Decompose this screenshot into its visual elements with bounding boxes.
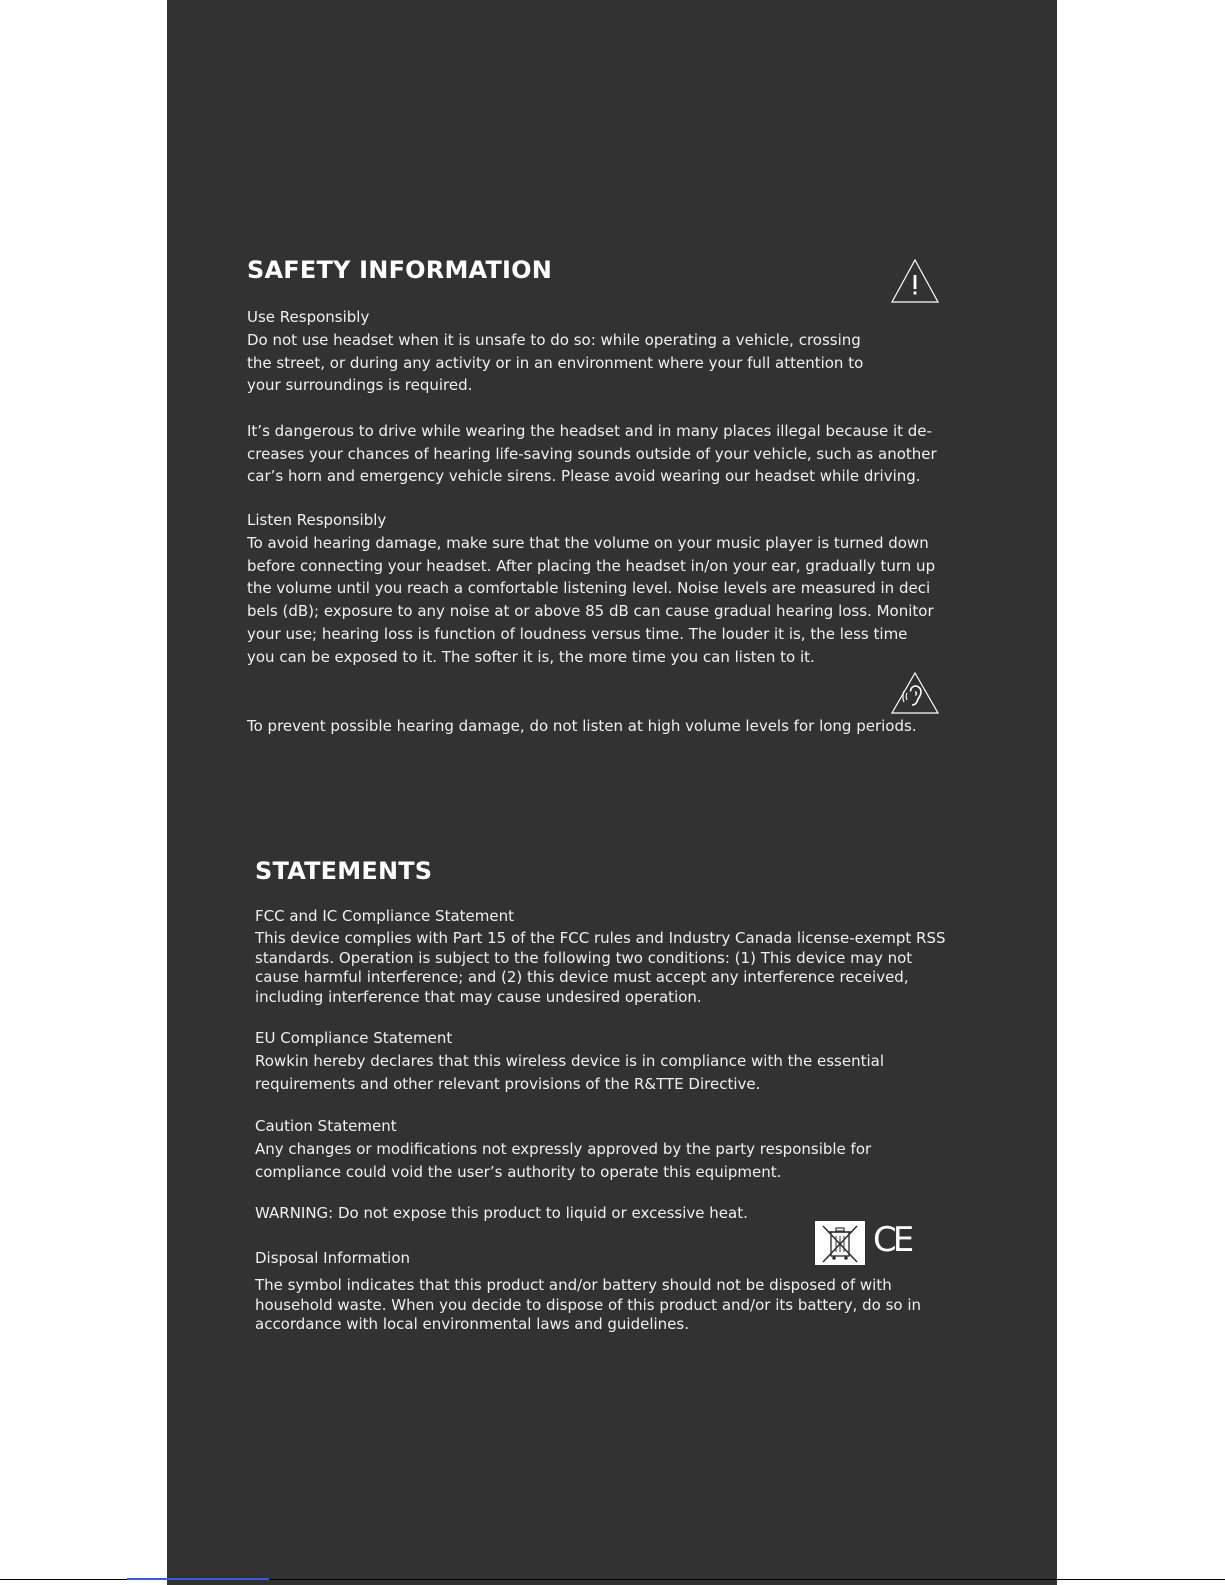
eu-heading: EU Compliance Statement (255, 1029, 453, 1047)
eu-body: Rowkin hereby declares that this wireless device is in compliance with the essential requirements and other relevant provisions of the R&TTE Directive. (255, 1052, 885, 1093)
prevent-hearing-damage-text: To prevent possible hearing damage, do not listen at high volume levels for long periods. (247, 717, 917, 735)
use-responsibly-body: Do not use headset when it is unsafe to do so: while operating a vehicle, crossing the street, or during any activity or in an environment where your full attention to your surroundings is required. (247, 331, 864, 395)
fcc-heading: FCC and IC Compliance Statement (255, 907, 514, 925)
listen-responsibly-heading: Listen Responsibly (247, 511, 387, 529)
driving-warning-body: It’s dangerous to drive while wearing the headset and in many places illegal because it de- creases your chances of hearing life-saving sounds outside of your vehicle, such as another car’s horn and emergency vehicle sirens. Please avoid wearing our headset while driving. (247, 422, 937, 486)
manual-page (167, 0, 1057, 1585)
warning-triangle-icon (890, 258, 940, 304)
warning-text: WARNING: Do not expose this product to liquid or excessive heat. (255, 1204, 748, 1222)
fcc-body: This device complies with Part 15 of the FCC rules and Industry Canada license-exempt RSS standards. Operation is subject to the following two conditions: (1) This device may not cause harmful interference; and (2) this device must accept any interference received, including interference that may cause undesired operation. (255, 929, 946, 1006)
caution-heading: Caution Statement (255, 1117, 397, 1135)
safety-title: SAFETY INFORMATION (247, 256, 553, 284)
page-link-underline (127, 1578, 269, 1580)
disposal-heading: Disposal Information (255, 1249, 411, 1267)
caution-body: Any changes or modifications not expressly approved by the party responsible for compliance could void the user’s authority to operate this equipment. (255, 1140, 872, 1181)
disposal-body: The symbol indicates that this product and/or battery should not be disposed of with household waste. When you decide to dispose of this product and/or its battery, do so in accordance with local environmental laws and guidelines. (255, 1276, 922, 1333)
ce-mark: CE (873, 1220, 911, 1260)
listen-responsibly-body: To avoid hearing damage, make sure that the volume on your music player is turned down before connecting your headset. After placing the headset in/on your ear, gradually turn up the volume until you reach a comfortable listening level. Noise levels are measured in deci bels (dB); exposure to any noise at or above 85 dB can cause gradual hearing loss. Monitor your use; hearing loss is function of loudness versus time. The louder it is, the less time you can be exposed to it. The softer it is, the more time you can listen to it. (247, 534, 936, 666)
statements-title: STATEMENTS (255, 857, 433, 885)
use-responsibly-heading: Use Responsibly (247, 308, 370, 326)
hearing-warning-icon (890, 671, 940, 715)
crossed-bin-icon (815, 1221, 865, 1265)
